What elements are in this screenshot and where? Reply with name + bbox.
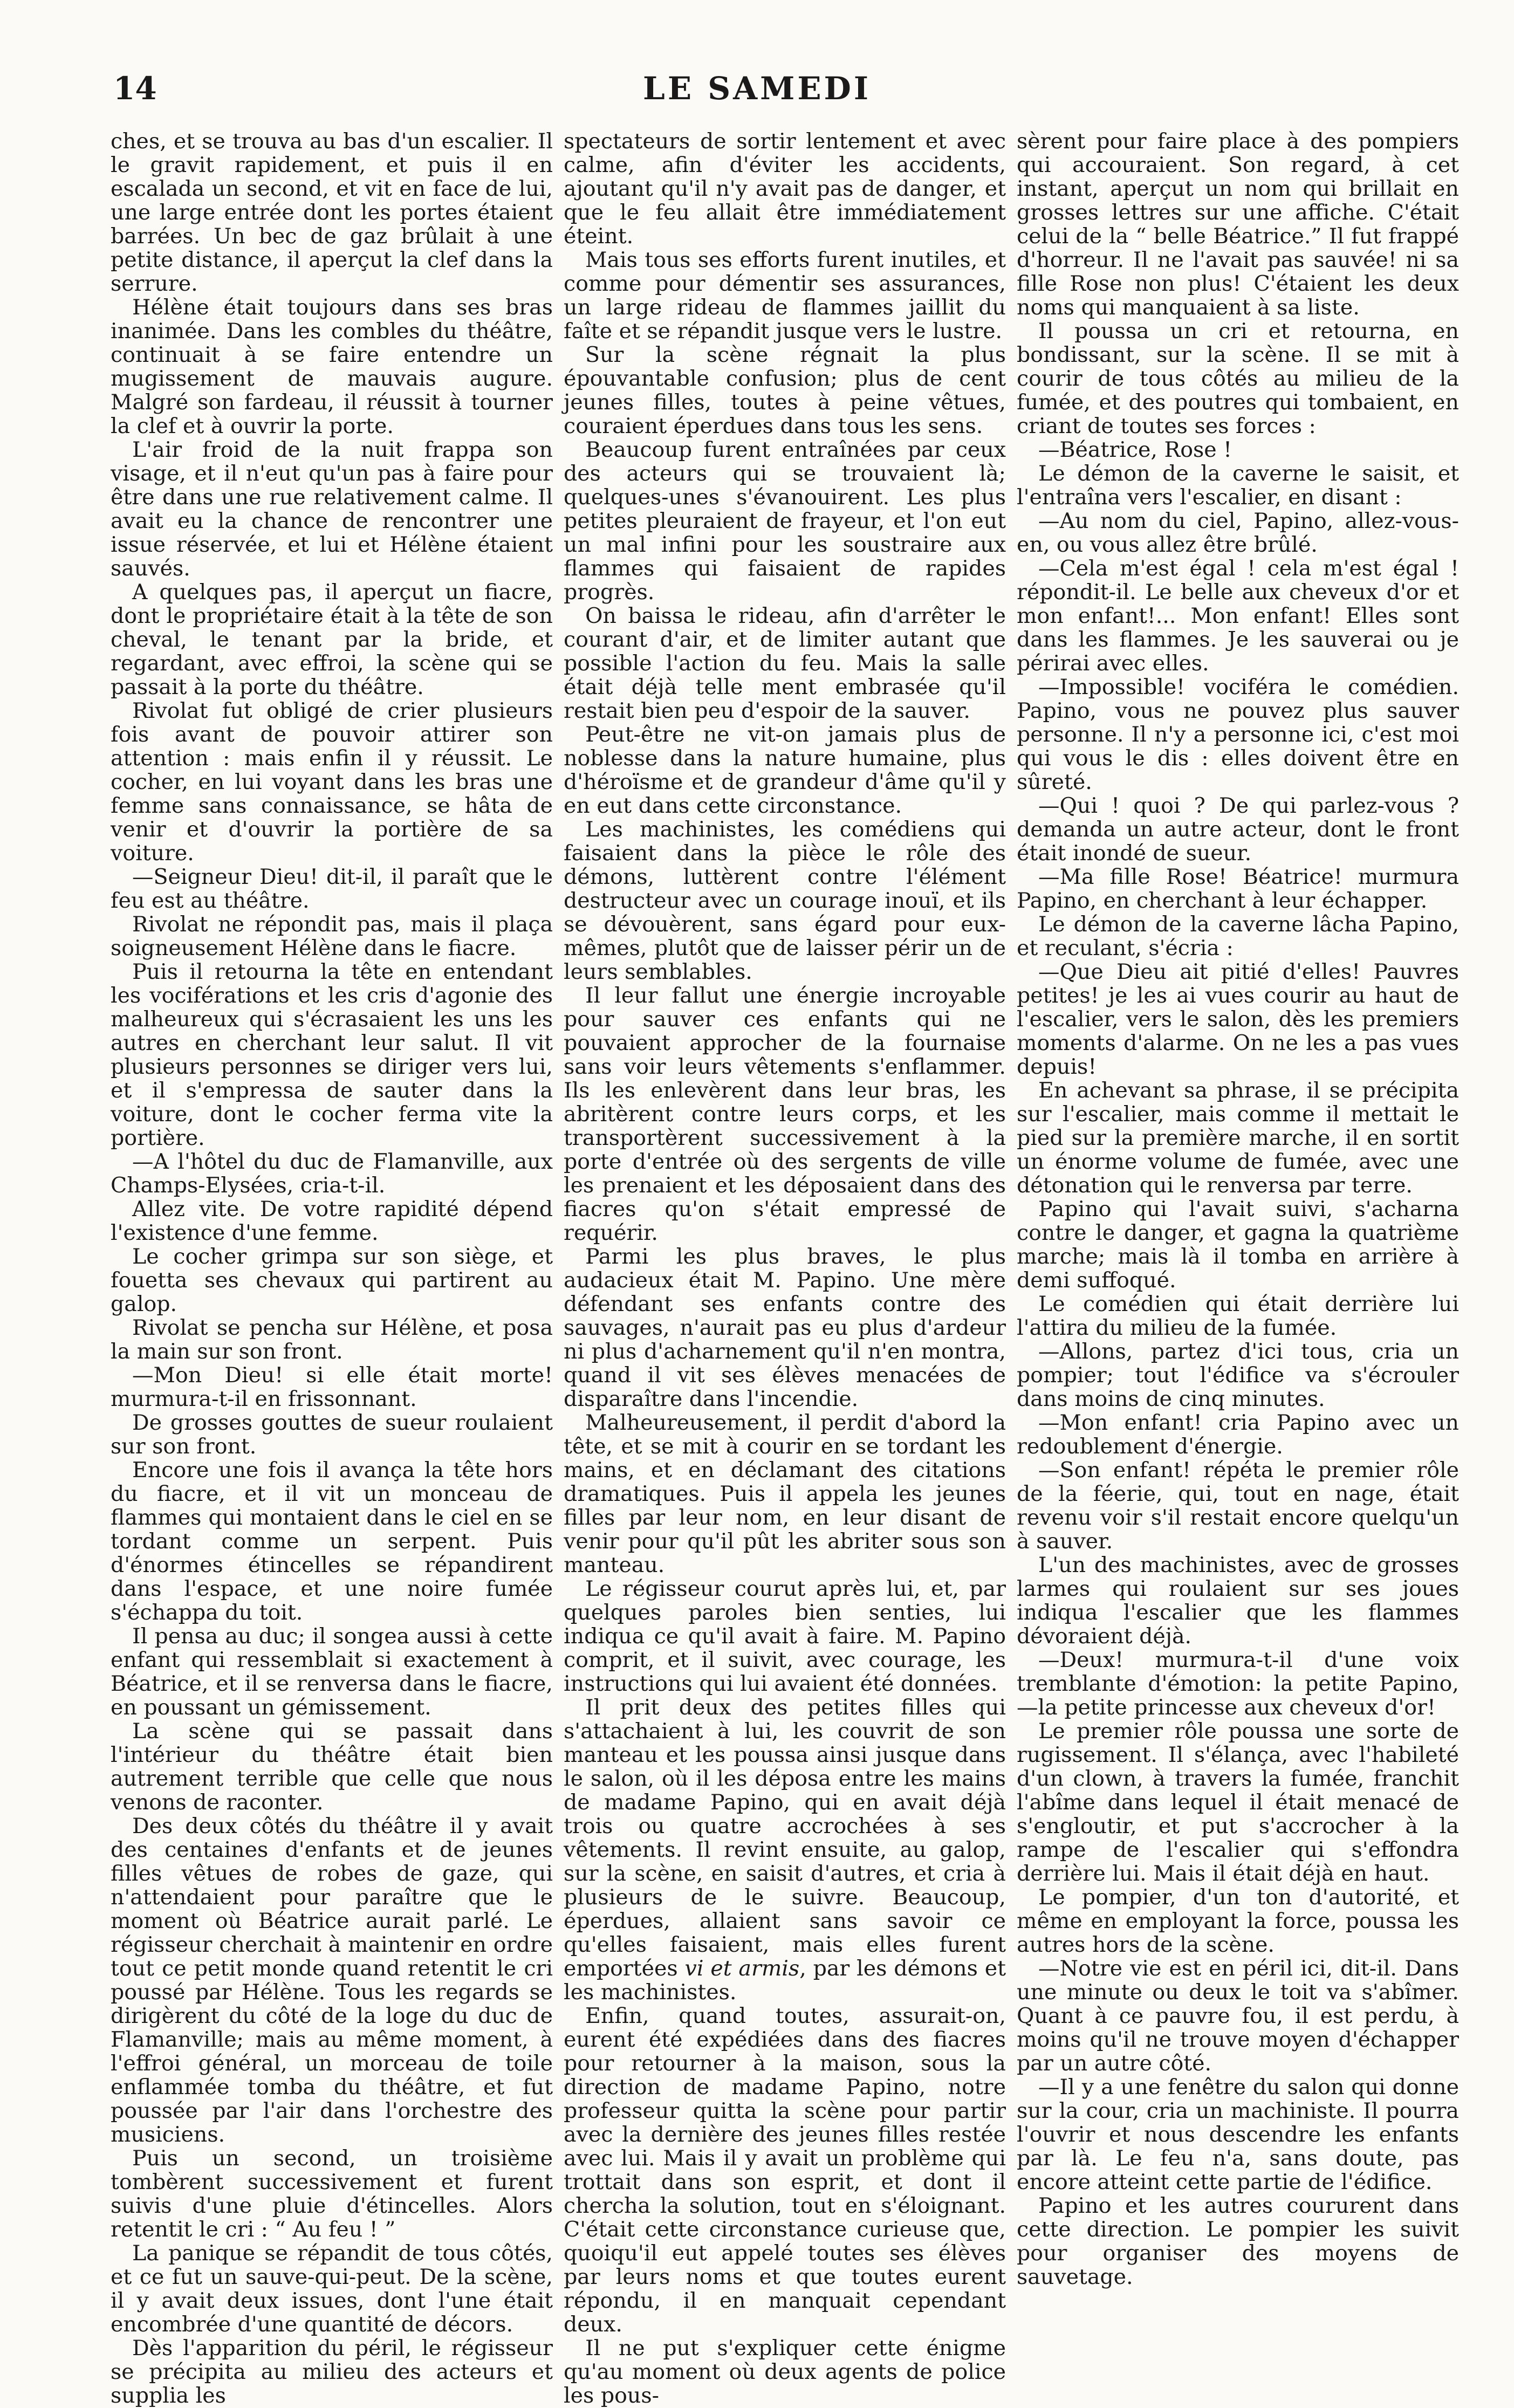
text-columns xyxy=(111,129,1459,2408)
paragraph: Les machinistes, les comédiens qui faisaient dans la pièce le rôle des démons, luttèrent contre l'élément destructeur avec un courage inouï, et ils se dévouèrent, sans égard pour eux-mêmes, plutôt que de laisser périr un de leurs semblables. xyxy=(564,817,1006,984)
italic-phrase: vi et armis xyxy=(684,1956,800,1981)
paragraph: Il ne put s'expliquer cette énigme qu'au moment où deux agents de police les pous- xyxy=(564,2336,1006,2408)
paragraph: La scène qui se passait dans l'intérieur du théâtre était bien autrement terrible que celle que nous venons de raconter. xyxy=(111,1719,553,1815)
paragraph: Le pompier, d'un ton d'autorité, et même en employant la force, poussa les autres hors de la scène. xyxy=(1017,1885,1459,1957)
paragraph: Parmi les plus braves, le plus audacieux était M. Papino. Une mère défendant ses enfants contre des sauvages, n'aurait pas eu plus d'ardeur ni plus d'acharnement qu'il n'en montra, quand il vit ses élèves menacées de disparaître dans l'incendie. xyxy=(564,1244,1006,1411)
paragraph: —Mon Dieu! si elle était morte! murmura-t-il en frissonnant. xyxy=(111,1363,553,1411)
paragraph: Sur la scène régnait la plus épouvantable confusion; plus de cent jeunes filles, toutes à peine vêtues, couraient éperdues dans tous les sens. xyxy=(564,342,1006,438)
paragraph: En achevant sa phrase, il se précipita sur l'escalier, mais comme il mettait le pied sur la première marche, il en sortit un énorme volume de fumée, avec une détonation qui le renversa par terre. xyxy=(1017,1078,1459,1198)
page-number: 14 xyxy=(113,70,157,107)
paragraph: —Notre vie est en péril ici, dit-il. Dans une minute ou deux le toit va s'abîmer. Quant à ce pauvre fou, il est perdu, à moins qu'il ne trouve moyen d'échapper par un autre côté. xyxy=(1017,1956,1459,2076)
paragraph: La panique se répandit de tous côtés, et ce fut un sauve-qui-peut. De la scène, il y avait deux issues, dont l'une était encombrée d'une quantité de décors. xyxy=(111,2241,553,2337)
paragraph: Rivolat ne répondit pas, mais il plaça soigneusement Hélène dans le fiacre. xyxy=(111,912,553,961)
paragraph: —Qui ! quoi ? De qui parlez-vous ? demanda un autre acteur, dont le front était inondé de sueur. xyxy=(1017,793,1459,866)
paragraph: sèrent pour faire place à des pompiers qui accouraient. Son regard, à cet instant, aperçut un nom qui brillait en grosses lettres sur une affiche. C'était celui de la “ belle Béatrice.” Il fut frappé d'horreur. Il ne l'avait pas sauvée! ni sa fille Rose non plus! C'étaient les deux noms qui manquaient à sa liste. xyxy=(1017,129,1459,320)
paragraph: On baissa le rideau, afin d'arrêter le courant d'air, et de limiter autant que possible l'action du feu. Mais la salle était déjà telle ment embrasée qu'il restait bien peu d'espoir de la sauver. xyxy=(564,603,1006,723)
paragraph: —Allons, partez d'ici tous, cria un pompier; tout l'édifice va s'écrouler dans moins de cinq minutes. xyxy=(1017,1339,1459,1411)
journal-title: LE SAMEDI xyxy=(643,70,871,107)
paragraph-text-after: , par les démons et les machinistes. xyxy=(564,1956,1006,2005)
paragraph: Puis un second, un troisième tombèrent successivement et furent suivis d'une pluie d'étincelles. Alors retentit le cri : “ Au feu ! ” xyxy=(111,2146,553,2242)
column-3 xyxy=(1017,129,1459,2289)
paragraph: Le comédien qui était derrière lui l'attira du milieu de la fumée. xyxy=(1017,1292,1459,1340)
paragraph: Papino qui l'avait suivi, s'acharna contre le danger, et gagna la quatrième marche; mais là il tomba en arrière à demi suffoqué. xyxy=(1017,1197,1459,1293)
paragraph: Le cocher grimpa sur son siège, et fouetta ses chevaux qui partirent au galop. xyxy=(111,1244,553,1316)
paragraph: —Béatrice, Rose ! xyxy=(1038,437,1232,462)
paragraph: Il pensa au duc; il songea aussi à cette enfant qui ressemblait si exactement à Béatrice, et il se renversa dans le fiacre, en poussant un gémissement. xyxy=(111,1624,553,1720)
paragraph: Dès l'apparition du péril, le régisseur se précipita au milieu des acteurs et supplia les xyxy=(111,2336,553,2408)
paragraph xyxy=(564,1696,1006,2004)
paragraph: Le premier rôle poussa une sorte de rugissement. Il s'élança, avec l'habileté d'un clown, à travers la fumée, franchit l'abîme dans lequel il était menacé de s'engloutir, et put s'accrocher à la rampe de l'escalier qui s'effondra derrière lui. Mais il était déjà en haut. xyxy=(1017,1719,1459,1886)
paragraph: —Seigneur Dieu! dit-il, il paraît que le feu est au théâtre. xyxy=(111,865,553,913)
paragraph: —Son enfant! répéta le premier rôle de la féerie, qui, tout en nage, était revenu voir s'il restait encore quelqu'un à sauver. xyxy=(1017,1458,1459,1554)
paragraph: Il poussa un cri et retourna, en bondissant, sur la scène. Il se mit à courir de tous côtés au milieu de la fumée, et des poutres qui tombaient, en criant de toutes ses forces : xyxy=(1017,319,1459,438)
paragraph: Rivolat fut obligé de crier plusieurs fois avant de pouvoir attirer son attention : mais enfin il y réussit. Le cocher, en lui voyant dans les bras une femme sans connaissance, se hâta de venir et d'ouvrir la portière de sa voiture. xyxy=(111,698,553,866)
paragraph: Le démon de la caverne lâcha Papino, et reculant, s'écria : xyxy=(1017,912,1459,961)
paragraph: Hélène était toujours dans ses bras inanimée. Dans les combles du théâtre, continuait à se faire entendre un mugissement de mauvais augure. Malgré son fardeau, il réussit à tourner la clef et à ouvrir la porte. xyxy=(111,295,553,438)
paragraph: ches, et se trouva au bas d'un escalier. Il le gravit rapidement, et puis il en escalada un second, et vit en face de lui, une large entrée dont les portes étaient barrées. Un bec de gaz brûlait à une petite distance, il aperçut la clef dans la serrure. xyxy=(111,129,553,296)
paragraph: L'air froid de la nuit frappa son visage, et il n'eut qu'un pas à faire pour être dans une rue relativement calme. Il avait eu la chance de rencontrer une issue réservée, et lui et Hélène étaient sauvés. xyxy=(111,437,553,581)
paragraph: spectateurs de sortir lentement et avec calme, afin d'éviter les accidents, ajoutant qu'il n'y avait pas de danger, et que le feu allait être immédiatement éteint. xyxy=(564,129,1006,249)
paragraph: Des deux côtés du théâtre il y avait des centaines d'enfants et de jeunes filles vêtues de robes de gaze, qui n'attendaient pour paraître que le moment où Béatrice aurait parlé. Le régisseur cherchait à maintenir en ordre tout ce petit monde quand retentit le cri poussé par Hélène. Tous les regards se dirigèrent du côté de la loge du duc de Flamanville; mais au même moment, à l'effroi général, un morceau de toile enflammée tomba du théâtre, et fut poussée par l'air dans l'orchestre des musiciens. xyxy=(111,1814,553,2147)
paragraph: —Au nom du ciel, Papino, allez-vous-en, ou vous allez être brûlé. xyxy=(1017,509,1459,557)
paragraph: —A l'hôtel du duc de Flamanville, aux Champs-Elysées, cria-t-il. xyxy=(111,1149,553,1198)
paragraph: —Cela m'est égal ! cela m'est égal ! répondit-il. Le belle aux cheveux d'or et mon enfant!... Mon enfant! Elles sont dans les flammes. Je les sauverai ou je périrai avec elles. xyxy=(1017,556,1459,676)
paragraph: —Impossible! vociféra le comédien. Papino, vous ne pouvez plus sauver personne. Il n'y a personne ici, c'est moi qui vous le dis : elles doivent être en sûreté. xyxy=(1017,675,1459,794)
paragraph: Puis il retourna la tête en entendant les vociférations et les cris d'agonie des malheureux qui s'écrasaient les uns les autres en cherchant leur salut. Il vit plusieurs personnes se diriger vers lui, et il s'empressa de sauter dans la voiture, dont le cocher ferma vite la portière. xyxy=(111,959,553,1150)
column-2 xyxy=(564,129,1006,2408)
paragraph: Beaucoup furent entraînées par ceux des acteurs qui se trouvaient là; quelques-unes s'évanouirent. Les plus petites pleuraient de frayeur, et l'on eut un mal infini pour les soustraire aux flammes qui faisaient de rapides progrès. xyxy=(564,437,1006,605)
column-1 xyxy=(111,129,553,2408)
page-header xyxy=(86,70,1428,119)
paragraph: Encore une fois il avança la tête hors du fiacre, et il vit un monceau de flammes qui montaient dans le ciel en se tordant comme un serpent. Puis d'énormes étincelles se répandirent dans l'espace, et une noire fumée s'échappa du toit. xyxy=(111,1458,553,1625)
paragraph: A quelques pas, il aperçut un fiacre, dont le propriétaire était à la tête de son cheval, le tenant par la bride, et regardant, avec effroi, la scène qui se passait à la porte du théâtre. xyxy=(111,580,553,699)
paragraph-text: Il prit deux des petites filles qui s'attachaient à lui, les couvrit de son manteau et les poussa ainsi jusque dans le salon, où il les déposa entre les mains de madame Papino, qui en avait déjà trois ou quatre accrochées à ses vêtements. Il revint ensuite, au galop, sur la scène, en saisit d'autres, et cria à plusieurs de le suivre. Beaucoup, éperdues, allaient sans savoir ce qu'elles faisaient, mais elles furent emportées xyxy=(564,1695,1006,1981)
paragraph: —Deux! murmura-t-il d'une voix tremblante d'émotion: la petite Papino,—la petite princesse aux cheveux d'or! xyxy=(1017,1648,1459,1720)
paragraph: —Que Dieu ait pitié d'elles! Pauvres petites! je les ai vues courir au haut de l'escalier, vers le salon, dès les premiers moments d'alarme. On ne les a pas vues depuis! xyxy=(1017,959,1459,1079)
paragraph: Papino et les autres coururent dans cette direction. Le pompier les suivit pour organiser des moyens de sauvetage. xyxy=(1017,2193,1459,2289)
paragraph: Rivolat se pencha sur Hélène, et posa la main sur son front. xyxy=(111,1315,553,1364)
paragraph: —Il y a une fenêtre du salon qui donne sur la cour, cria un machiniste. Il pourra l'ouvrir et nous descendre les enfants par là. Le feu n'a, sans doute, pas encore atteint cette partie de l'édifice. xyxy=(1017,2075,1459,2194)
paragraph: De grosses gouttes de sueur roulaient sur son front. xyxy=(111,1410,553,1459)
paragraph: Peut-être ne vit-on jamais plus de noblesse dans la nature humaine, plus d'héroïsme et de grandeur d'âme qu'il y en eut dans cette circonstance. xyxy=(564,722,1006,818)
paragraph: Enfin, quand toutes, assurait-on, eurent été expédiées dans des fiacres pour retourner à la maison, sous la direction de madame Papino, notre professeur quitta la scène pour partir avec la dernière des jeunes filles restée avec lui. Mais il y avait un problème qui trottait dans son esprit, et dont il chercha la solution, tout en s'éloignant. C'était cette circonstance curieuse que, quoiqu'il eut appelé toutes ses élèves par leurs noms et que toutes eurent répondu, il en manquait cependant deux. xyxy=(564,2004,1006,2337)
paragraph: Le démon de la caverne le saisit, et l'entraîna vers l'escalier, en disant : xyxy=(1017,461,1459,510)
paragraph: L'un des machinistes, avec de grosses larmes qui roulaient sur ses joues indiqua l'escalier que les flammes dévoraient déjà. xyxy=(1017,1553,1459,1649)
paragraph: —Mon enfant! cria Papino avec un redoublement d'énergie. xyxy=(1017,1410,1459,1459)
paragraph: Il leur fallut une énergie incroyable pour sauver ces enfants qui ne pouvaient approcher de la fournaise sans voir leurs vêtements s'enflammer. Ils les enlevèrent dans leur bras, les abritèrent contre leurs corps, et les transportèrent successivement à la porte d'entrée où des sergents de ville les prenaient et les déposaient dans des fiacres qu'on s'était empressé de requérir. xyxy=(564,983,1006,1245)
paragraph: —Ma fille Rose! Béatrice! murmura Papino, en cherchant à leur échapper. xyxy=(1017,865,1459,913)
paragraph: Mais tous ses efforts furent inutiles, et comme pour démentir ses assurances, un large rideau de flammes jaillit du faîte et se répandit jusque vers le lustre. xyxy=(564,248,1006,344)
paragraph: Allez vite. De votre rapidité dépend l'existence d'une femme. xyxy=(111,1197,553,1245)
paragraph: Le régisseur courut après lui, et, par quelques paroles bien senties, lui indiqua ce qu'il avait à faire. M. Papino comprit, et il suivit, avec courage, les instructions qui lui avaient été données. xyxy=(564,1576,1006,1696)
paragraph: Malheureusement, il perdit d'abord la tête, et se mit à courir en se tordant les mains, et en déclamant des citations dramatiques. Puis il appela les jeunes filles par leur nom, en leur disant de venir pour qu'il pût les abriter sous son manteau. xyxy=(564,1410,1006,1577)
